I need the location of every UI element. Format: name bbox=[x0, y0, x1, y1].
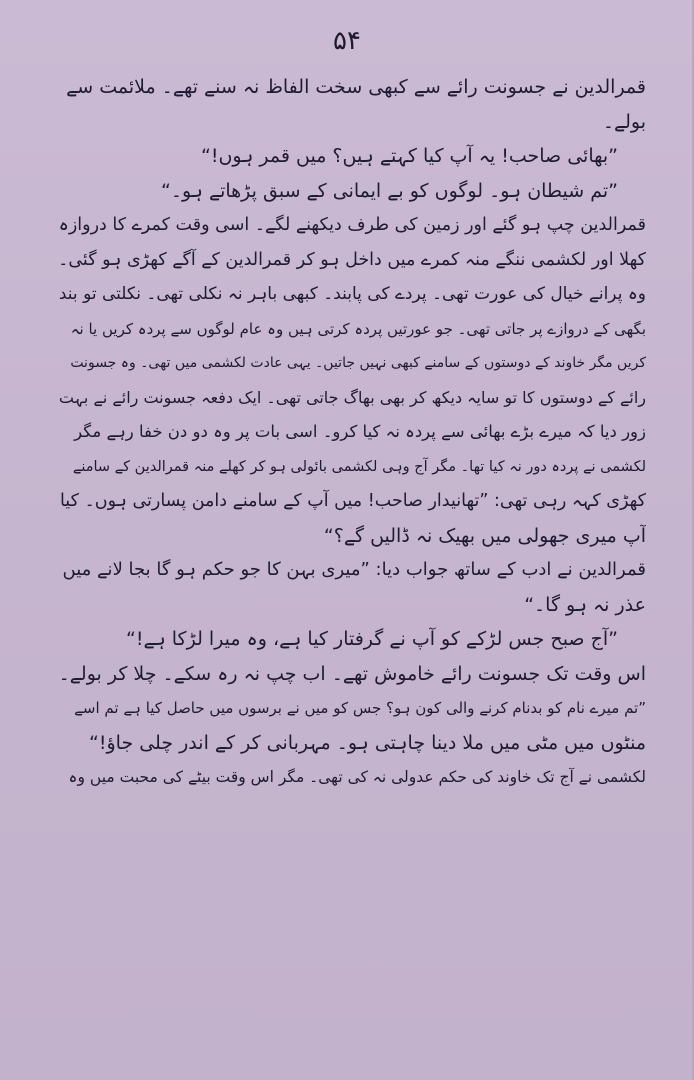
text-line: وہ پرانے خیال کی عورت تھی۔ پردے کی پابند۔ کبھی باہر نہ نکلی تھی۔ نکلتی تو بند bbox=[58, 284, 646, 304]
text-line: قمرالدین چپ ہو گئے اور زمین کی طرف دیکھنے لگے۔ اسی وقت کمرے کا دروازہ bbox=[58, 215, 646, 235]
text-line: ”تم میرے نام کو بدنام کرنے والی کون ہو؟ جس کو میں نے برسوں میں حاصل کیا ہے تم اسے bbox=[74, 699, 646, 717]
text-line: قمرالدین نے ادب کے ساتھ جواب دیا: ”میری بہن کا جو حکم ہو گا بجا لانے میں bbox=[62, 559, 646, 580]
text-line: بولے۔ bbox=[602, 110, 646, 133]
text-line: عذر نہ ہو گا۔“ bbox=[524, 593, 646, 616]
text-line: لکشمی نے پردہ دور نہ کیا تھا۔ مگر آج وہی لکشمی بائولی ہو کر کھلے منہ قمرالدین کے سامنے bbox=[72, 458, 646, 475]
text-line: کریں مگر خاوند کے دوستوں کے سامنے کبھی نہیں جاتیں۔ یہی عادت لکشمی میں تھی۔ وہ جسونت bbox=[70, 355, 646, 371]
text-line: بگھی کے دروازے پر جاتی تھی۔ جو عورتیں پردہ کرتی ہیں وہ عام لوگوں سے پردہ کریں یا نہ bbox=[70, 319, 646, 338]
page-number: ۵۴ bbox=[333, 26, 361, 56]
text-line: منٹوں میں مٹی میں ملا دینا چاہتی ہو۔ مہربانی کر کے اندر چلی جاؤ!“ bbox=[89, 731, 646, 754]
text-line: رائے کے دوستوں کا تو سایہ دیکھ کر بھی بھاگ جاتی تھی۔ ایک دفعہ جسونت رائے نے بہت bbox=[58, 387, 646, 407]
text-line: قمرالدین نے جسونت رائے سے کبھی سخت الفاظ نہ سنے تھے۔ ملائمت سے bbox=[66, 76, 646, 98]
text-line: کھلا اور لکشمی ننگے منہ کمرے میں داخل ہو کر قمرالدین کے آگے کھڑی ہو گئی۔ bbox=[58, 249, 646, 270]
text-line: کھڑی کہہ رہی تھی: ”تھانیدار صاحب! میں آپ کے سامنے دامن پسارتی ہوں۔ کیا bbox=[59, 491, 646, 511]
text-line: اس وقت تک جسونت رائے خاموش تھے۔ اب چپ نہ رہ سکے۔ چلا کر بولے۔ bbox=[58, 662, 646, 685]
text-line: لکشمی نے آج تک خاوند کی حکم عدولی نہ کی تھی۔ مگر اس وقت بیٹے کی محبت میں وہ bbox=[68, 768, 646, 786]
text-line: آپ میری جھولی میں بھیک نہ ڈالیں گے؟“ bbox=[323, 524, 646, 547]
text-line: زور دیا کہ میرے بڑے بھائی سے پردہ نہ کیا کرو۔ اسی بات پر وہ دو دن خفا رہے مگر bbox=[74, 422, 646, 441]
text-line: ”آج صبح جس لڑکے کو آپ نے گرفتار کیا ہے، وہ میرا لڑکا ہے!“ bbox=[126, 628, 618, 650]
text-line: ”تم شیطان ہو۔ لوگوں کو بے ایمانی کے سبق پڑھاتے ہو۔“ bbox=[160, 179, 618, 202]
page-text bbox=[58, 70, 646, 795]
text-line: ”بھائی صاحب! یہ آپ کیا کہتے ہیں؟ میں قمر ہوں!“ bbox=[201, 145, 618, 167]
